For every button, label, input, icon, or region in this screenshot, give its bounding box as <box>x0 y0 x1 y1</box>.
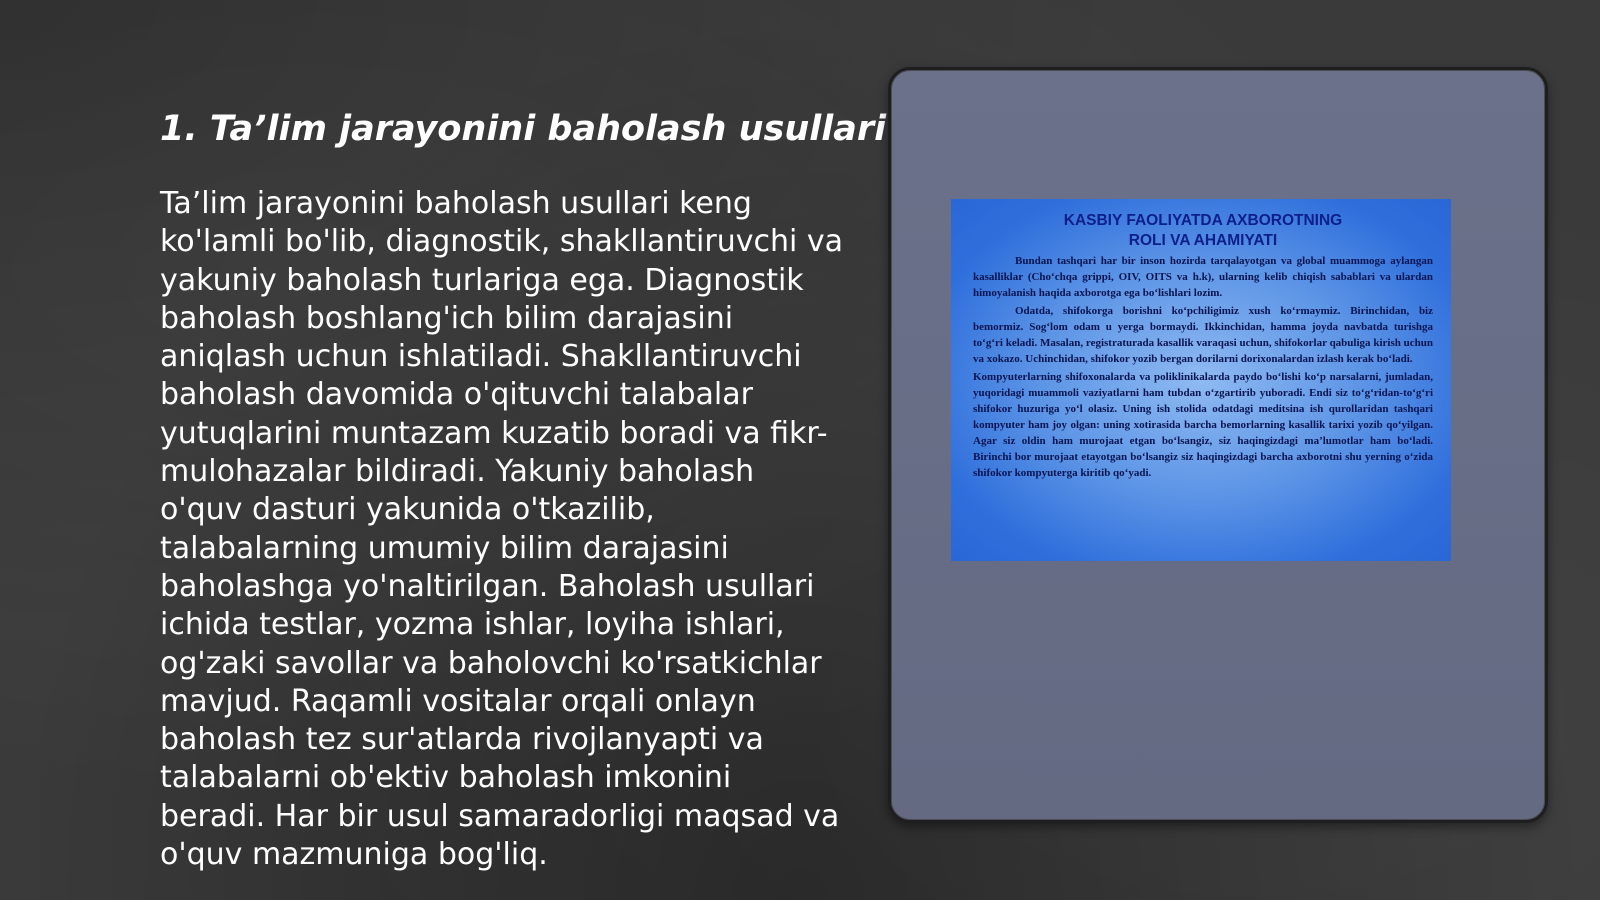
document-title-line-2: ROLI VA AHAMIYATI <box>1128 232 1278 249</box>
document-paragraph-3: Kompyuterlarning shifoxonalarda va poliklinikalarda paydo bo‘lishi ko‘p narsalarni, jumladan, yuqoridagi muammoli vaziyatlarni ham tubdan o‘zgartirib yuboradi. Endi siz to‘g‘ridan-to‘g‘ri shifokor huzuriga yo‘l olasiz. Uning ish stolida odatdagi meditsina ish qurollaridan tashqari kompyuter ham joy olgan: uning xotirasida barcha bemorlarning kasallik tarixi yozib qo‘yilgan. Agar siz oldin ham murojaat etgan bo‘lsangiz, siz haqingizdagi ma’lumotlar ham bo‘ladi. Birinchi bor murojaat etayotgan bo‘lsangiz siz haqingizdagi barcha axborotni shu yerning o‘zida shifokor kompyuterga kiritib qo‘yadi. <box>973 371 1433 479</box>
document-paragraph-2: Odatda, shifokorga borishni ko‘pchiligimiz xush ko‘rmaymiz. Birinchidan, biz bemormiz. Sog‘lom odam u yerga bormaydi. Ikkinchidan, hamma joyda navbatda turishga to‘g‘ri keladi. Masalan, registraturada kasallik varaqasi uchun, shifokorlar qabuliga kirish uchun va xokazo. Uchinchidan, shifokor yozib bergan dorilarni dorixonalardan izlash kerak bo‘ladi. <box>973 305 1433 365</box>
document-title-line-1: KASBIY FAOLIYATDA AXBOROTNING <box>1063 212 1343 229</box>
slide-body-text: Ta’lim jarayonini baholash usullari keng ko'lamli bo'lib, diagnostik, shakllantiruvchi va yakuniy baholash turlariga ega. Diagnostik baholash boshlang'ich bilim darajasini aniqlash uchun ishlatiladi. Shakllantiruvchi baholash davomida o'qituvchi talabalar yutuqlarini muntazam kuzatib boradi va fikr-mulohazalar bildiradi. Yakuniy baholash o'quv dasturi yakunida o'tkazilib, talabalarning umumiy bilim darajasini baholashga yo'naltirilgan. Baholash usullari ichida testlar, yozma ishlar, loyiha ishlari, og'zaki savollar va baholovchi ko'rsatkichlar mavjud. Raqamli vositalar orqali onlayn baholash tez sur'atlarda rivojlanyapti va talabalarni ob'ektiv baholash imkonini beradi. Har bir usul samaradorligi maqsad va o'quv mazmuniga bog'liq. <box>160 186 844 873</box>
document-image <box>951 199 1451 561</box>
document-paragraph-1: Bundan tashqari har bir inson hozirda tarqalayotgan va global muammoga aylangan kasalliklar (Cho‘chqa grippi, OIV, OITS va h.k), ularning kelib chiqish sabablari va ulardan himoyalanish haqida axborotga ega bo‘lishlari lozim. <box>973 255 1433 299</box>
slide-title: 1. Ta’lim jarayonini baholash usullari <box>160 109 887 149</box>
